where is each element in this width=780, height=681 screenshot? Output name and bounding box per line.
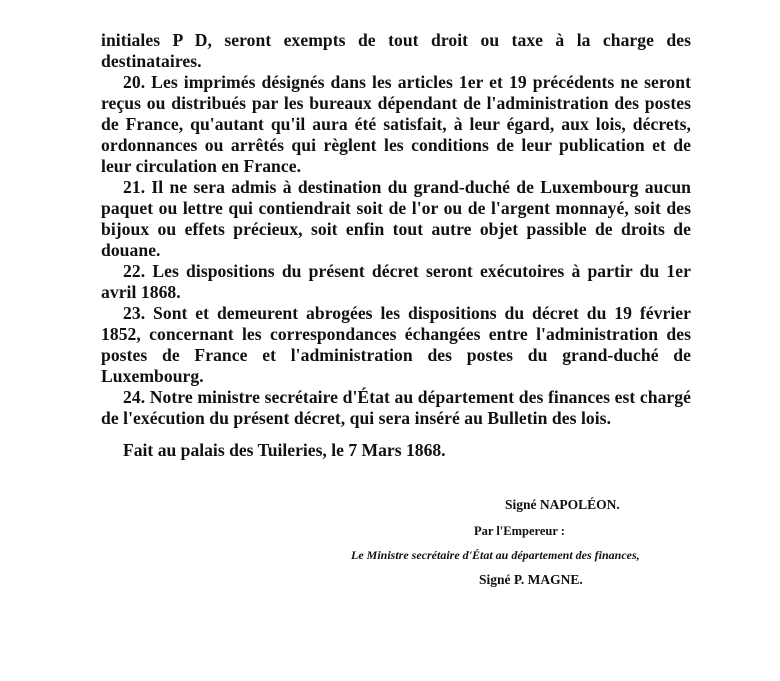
par-empereur: Par l'Empereur : bbox=[474, 524, 565, 538]
document-body bbox=[101, 30, 691, 429]
closing-line: Fait au palais des Tuileries, le 7 Mars 1868. bbox=[123, 440, 446, 460]
paragraph-continuation: initiales P D, seront exempts de tout droit ou taxe à la charge des destinataires. bbox=[101, 30, 691, 71]
article-24: 24. Notre ministre secrétaire d'État au département des finances est chargé de l'exécution du présent décret, qui sera inséré au Bulletin des lois. bbox=[101, 387, 691, 428]
article-22: 22. Les dispositions du présent décret seront exécutoires à partir du 1er avril 1868. bbox=[101, 261, 691, 302]
signature-napoleon: Signé NAPOLÉON. bbox=[505, 497, 620, 512]
minister-title: Le Ministre secrétaire d'État au département des finances, bbox=[351, 548, 640, 562]
signature-magne: Signé P. MAGNE. bbox=[479, 572, 583, 587]
document-page bbox=[101, 30, 691, 461]
article-20: 20. Les imprimés désignés dans les articles 1er et 19 précédents ne seront reçus ou distribués par les bureaux dépendant de l'administration des postes de France, qu'autant qu'il aura été satisfait, à leur égard, aux lois, décrets, ordonnances ou arrêtés qui règlent les conditions de leur publication et de leur circulation en France. bbox=[101, 72, 691, 176]
article-21: 21. Il ne sera admis à destination du grand-duché de Luxembourg aucun paquet ou lettre qui contiendrait soit de l'or ou de l'argent monnayé, soit des bijoux ou effets précieux, soit enfin tout autre objet passible de droits de douane. bbox=[101, 177, 691, 260]
article-23: 23. Sont et demeurent abrogées les dispositions du décret du 19 février 1852, concernant les correspondances échangées entre l'administration des postes de France et l'administration des postes du grand-duché de Luxembourg. bbox=[101, 303, 691, 386]
